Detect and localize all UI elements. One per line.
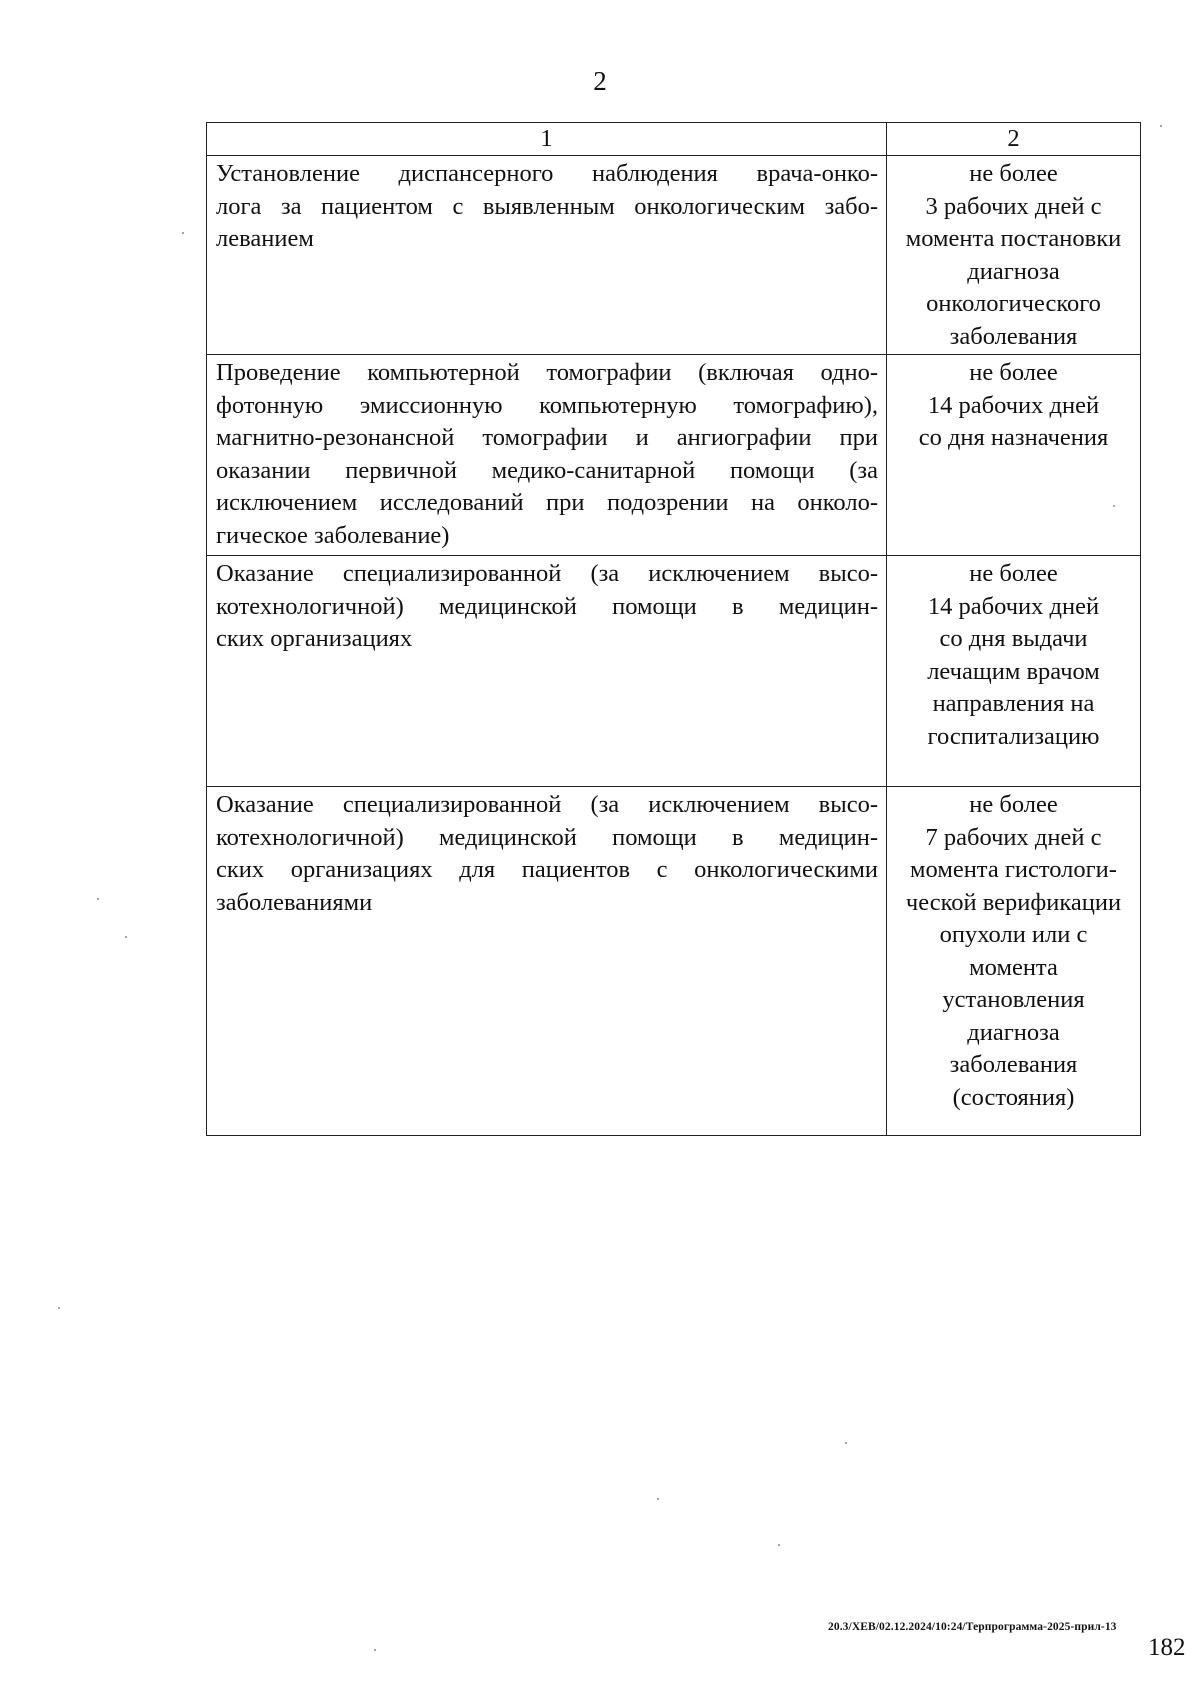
scan-speck — [657, 1498, 659, 1500]
deadline-text-line: момента — [969, 953, 1058, 981]
deadline-text-line: со дня выдачи — [939, 625, 1088, 652]
deadline-text-line: диагноза — [967, 257, 1060, 285]
service-text-line: лога за пациентом с выявленным онкологическим забо- — [216, 192, 878, 220]
scan-speck — [125, 936, 127, 938]
deadline-text-line: (состояния) — [952, 1083, 1075, 1111]
deadline-text-line: 14 рабочих дней — [927, 391, 1100, 419]
deadline-text-line: ческой верификации — [905, 888, 1122, 916]
deadline-text-line: момента постановки — [905, 225, 1122, 252]
deadline-text-line: лечащим врачом — [927, 657, 1100, 685]
service-text-line: ских организациях — [216, 625, 413, 652]
table-row — [207, 156, 1141, 355]
deadline-text-line: госпитализацию — [927, 722, 1100, 750]
deadline-text-line: опухоли или с — [939, 921, 1088, 948]
deadline-text-line: онкологического — [926, 290, 1101, 317]
service-cell — [207, 556, 887, 787]
deadline-text-line: не более — [969, 359, 1058, 386]
deadline-text-line: 3 рабочих дней с — [925, 192, 1102, 220]
column-header-2: 2 — [887, 123, 1141, 156]
service-text-line: леванием — [216, 225, 314, 252]
deadline-text-line: не более — [969, 160, 1058, 187]
scan-speck — [58, 1307, 60, 1309]
service-text-line: Установление диспансерного наблюдения врача-онко- — [216, 160, 878, 187]
deadline-text-line: установления — [942, 986, 1085, 1013]
deadline-cell — [887, 156, 1141, 355]
service-text-line: фотонную эмиссионную компьютерную томографию), — [216, 391, 878, 419]
page-number: 2 — [593, 66, 607, 96]
table-header-row — [207, 123, 1141, 156]
table-row — [207, 556, 1141, 787]
column-header-1: 1 — [207, 123, 887, 156]
service-text-line: оказании первичной медико-санитарной помощи (за — [216, 456, 878, 484]
deadline-cell — [887, 787, 1141, 1136]
document-reference-code: 20.3/ХЕВ/02.12.2024/10:24/Терпрограмма-2025-прил-13 — [828, 1621, 1117, 1633]
scan-speck — [97, 898, 99, 900]
service-text-line: заболеваниями — [216, 888, 373, 916]
sheet-number: 182 — [1148, 1634, 1186, 1661]
service-text-line: гическое заболевание) — [216, 521, 450, 549]
table-row — [207, 355, 1141, 556]
scan-speck — [778, 1544, 780, 1546]
service-text-line: ских организациях для пациентов с онкологическими — [216, 856, 878, 883]
table-row — [207, 787, 1141, 1136]
service-text-line: котехнологичной) медицинской помощи в медицин- — [216, 592, 878, 620]
deadline-text-line: диагноза — [967, 1018, 1060, 1046]
service-cell — [207, 355, 887, 556]
service-cell — [207, 156, 887, 355]
scan-speck — [182, 232, 184, 234]
service-text-line: котехнологичной) медицинской помощи в медицин- — [216, 823, 878, 851]
service-text-line: магнитно-резонансной томографии и ангиографии при — [216, 424, 878, 451]
scan-speck — [374, 1649, 376, 1651]
deadline-text-line: 14 рабочих дней — [927, 592, 1100, 620]
service-cell — [207, 787, 887, 1136]
deadline-text-line: заболевания — [949, 1051, 1078, 1078]
service-text-line: исключением исследований при подозрении на онколо- — [216, 489, 878, 516]
deadline-text-line: направления на — [932, 690, 1095, 717]
service-text-line: Проведение компьютерной томографии (включая одно- — [216, 359, 878, 386]
deadline-cell — [887, 355, 1141, 556]
deadline-text-line: не более — [969, 560, 1058, 587]
service-text-line: Оказание специализированной (за исключением высо- — [216, 560, 878, 587]
deadline-text-line: момента гистологи- — [910, 856, 1117, 883]
scan-speck — [1160, 125, 1162, 127]
waiting-times-table — [206, 122, 1141, 1136]
deadline-text-line: со дня назначения — [918, 424, 1109, 451]
deadline-text-line: не более — [969, 791, 1058, 818]
deadline-text-line: 7 рабочих дней с — [925, 823, 1102, 851]
deadline-text-line: заболевания — [949, 322, 1078, 350]
scan-speck — [1113, 505, 1115, 507]
deadline-cell — [887, 556, 1141, 787]
service-text-line: Оказание специализированной (за исключением высо- — [216, 791, 878, 818]
scan-speck — [845, 1442, 847, 1444]
